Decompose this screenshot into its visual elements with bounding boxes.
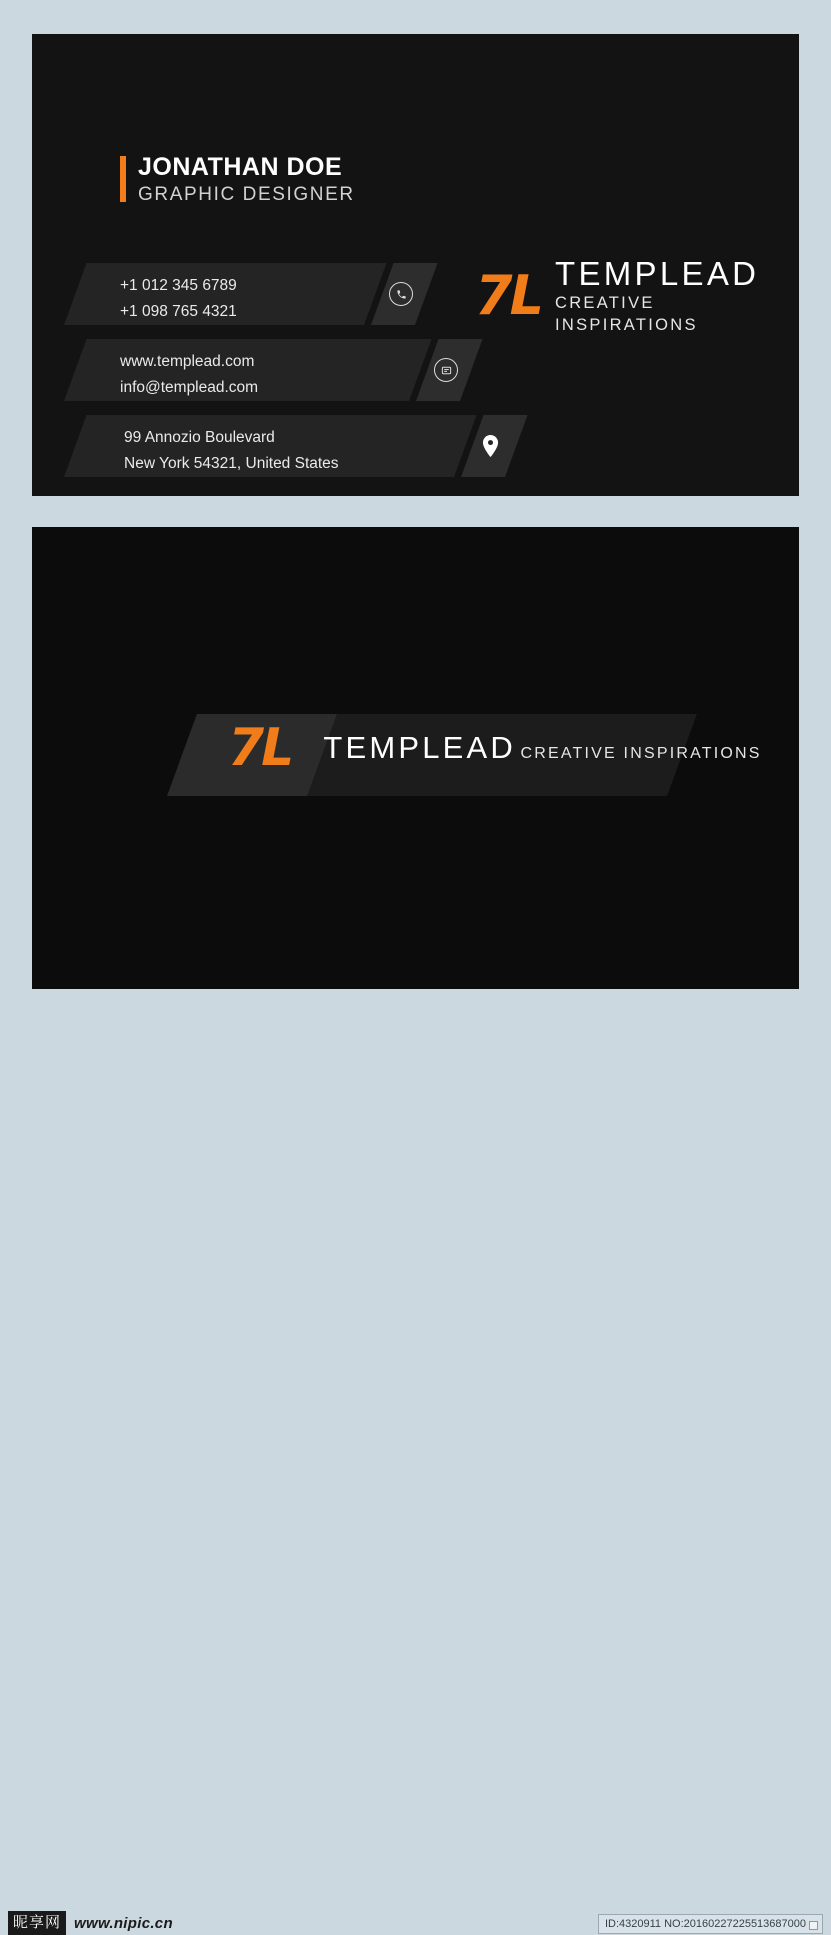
address-line-2: New York 54321, United States xyxy=(124,455,339,472)
website-line: www.templead.com xyxy=(120,353,255,370)
location-pin-icon-glyph xyxy=(482,435,499,457)
phone-line-2: +1 098 765 4321 xyxy=(120,303,237,320)
contact-address-text xyxy=(124,425,339,477)
name-block xyxy=(120,152,355,208)
person-name: JONATHAN DOE xyxy=(138,153,343,181)
watermark-badge: 昵享网 xyxy=(8,1911,66,1935)
logo-mark: 7L xyxy=(475,264,541,327)
email-line: info@templead.com xyxy=(120,379,259,396)
logo-wordmark xyxy=(323,731,761,765)
location-pin-icon xyxy=(477,433,503,459)
logo-name: TEMPLEAD xyxy=(554,255,760,292)
contact-row-web xyxy=(64,339,544,401)
business-card-front xyxy=(32,34,799,496)
logo-tagline: CREATIVE INSPIRATIONS xyxy=(520,745,762,762)
footer xyxy=(0,953,831,1932)
phone-icon xyxy=(388,281,414,307)
contact-row-phone xyxy=(64,263,504,325)
image-id-label: ID:4320911 NO:20160227225513687000 xyxy=(598,1914,823,1934)
message-icon xyxy=(433,357,459,383)
contact-row-address xyxy=(64,415,584,477)
logo-tagline: CREATIVE INSPIRATIONS xyxy=(554,294,698,334)
contact-phone-text xyxy=(120,273,237,325)
accent-bar xyxy=(120,156,126,202)
logo-back xyxy=(228,718,762,778)
logo-mark: 7L xyxy=(228,718,292,778)
phone-icon-glyph xyxy=(389,282,413,306)
watermark-url[interactable]: www.nipic.cn xyxy=(74,1914,173,1932)
phone-line-1: +1 012 345 6789 xyxy=(120,277,237,294)
logo-front xyxy=(475,256,799,336)
logo-name: TEMPLEAD xyxy=(323,730,517,765)
contact-web-text xyxy=(120,349,258,401)
person-role: GRAPHIC DESIGNER xyxy=(138,184,355,205)
watermark xyxy=(8,1911,173,1935)
address-line-1: 99 Annozio Boulevard xyxy=(124,429,275,446)
logo-wordmark xyxy=(555,256,799,336)
message-icon-glyph xyxy=(434,358,458,382)
